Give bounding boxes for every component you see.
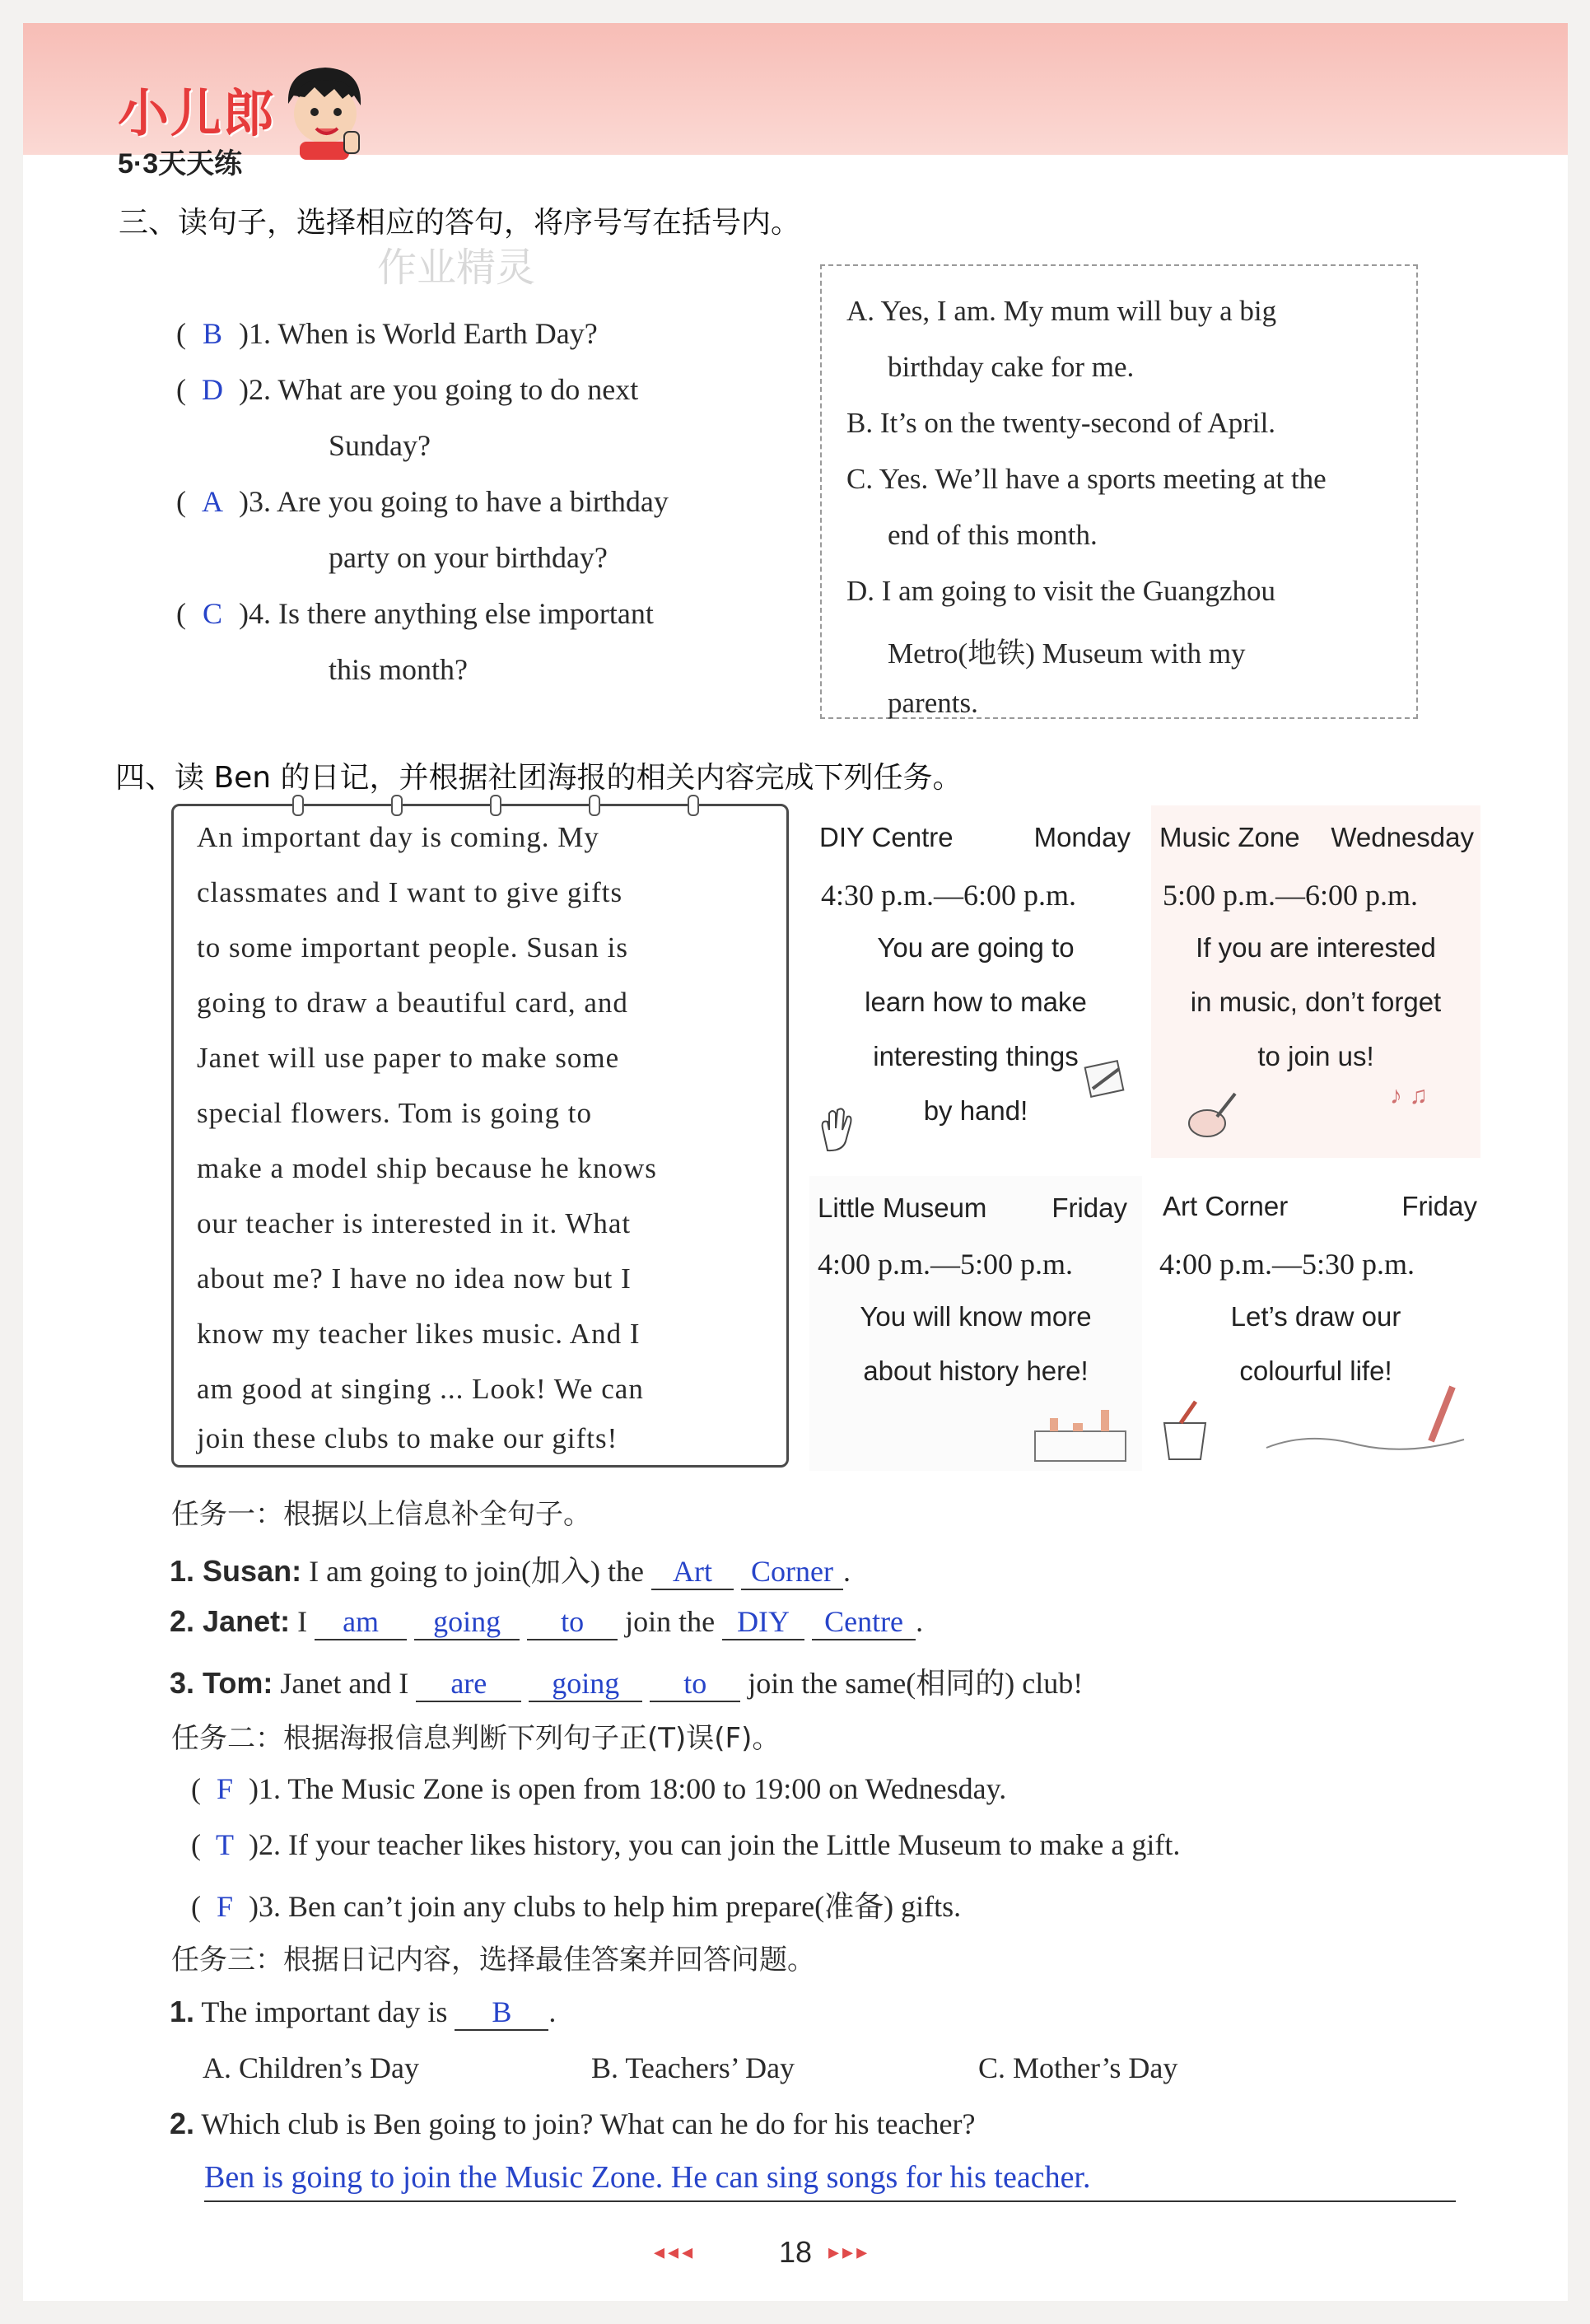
poster-day: Monday: [1033, 822, 1131, 852]
question-3: ( A )3. Are you going to have a birthday: [176, 485, 669, 518]
judgement-1: ( F )1. The Music Zone is open from 18:00 to 19:00 on Wednesday.: [191, 1772, 1007, 1805]
poster-music-content: [1151, 805, 1480, 1158]
poster-day: Friday: [1401, 1191, 1477, 1221]
ring-icon: [589, 795, 600, 816]
paint-bucket-icon: [1156, 1398, 1214, 1464]
task2-title: 任务二：根据海报信息判断下列句子正(T)误(F)。: [171, 1722, 781, 1755]
guitar-icon: [1184, 1085, 1242, 1143]
ring-icon: [490, 795, 501, 816]
task3-question-1: 1. The important day is B .: [170, 1995, 556, 2031]
poster-name: DIY Centre: [819, 822, 954, 852]
left-arrows-icon: ◂◂◂: [654, 2240, 697, 2264]
question-3-cont: party on your birthday?: [329, 541, 608, 574]
diary-line: to some important people. Susan is: [197, 931, 628, 964]
blank-input[interactable]: are: [416, 1666, 521, 1702]
pencil-icon: [1081, 1052, 1131, 1102]
poster-time: 4:00 p.m.—5:30 p.m.: [1159, 1248, 1415, 1281]
answer-underline: [204, 2200, 1456, 2202]
poster-day: Friday: [1051, 1192, 1127, 1223]
poster-text: in music, don’t forget: [1190, 987, 1442, 1017]
blank-input[interactable]: DIY: [722, 1604, 804, 1640]
question-1: ( B )1. When is World Earth Day?: [176, 317, 598, 350]
workbook-page: [23, 23, 1568, 2301]
diary-line: special flowers. Tom is going to: [197, 1097, 592, 1129]
option-c: C. Yes. We’ll have a sports meeting at the: [846, 463, 1327, 495]
poster-text: learn how to make: [865, 987, 1087, 1017]
option-d: D. I am going to visit the Guangzhou: [846, 575, 1276, 607]
poster-time: 5:00 p.m.—6:00 p.m.: [1163, 879, 1419, 912]
blank-input[interactable]: to: [527, 1604, 618, 1640]
poster-name: Art Corner: [1163, 1191, 1289, 1221]
judgement-2: ( T )2. If your teacher likes history, you can join the Little Museum to make a gift.: [191, 1828, 1181, 1861]
diary-line: know my teacher likes music. And I: [197, 1318, 641, 1350]
page-number: 18: [779, 2235, 813, 2269]
task3-answer-2[interactable]: Ben is going to join the Music Zone. He can sing songs for his teacher.: [204, 2160, 1091, 2195]
blank-input[interactable]: going: [414, 1604, 520, 1640]
diary-line: join these clubs to make our gifts!: [197, 1422, 618, 1454]
right-arrows-icon: ▸▸▸: [828, 2240, 871, 2264]
poster-text: to join us!: [1257, 1041, 1374, 1071]
section4-title: 四、读 Ben 的日记，并根据社团海报的相关内容完成下列任务。: [115, 761, 963, 795]
music-note-icon: ♪ ♫: [1390, 1082, 1428, 1109]
brush-stroke-icon: [1258, 1382, 1472, 1464]
poster-time: 4:00 p.m.—5:00 p.m.: [818, 1248, 1074, 1281]
task1-sentence-3: 3. Tom: Janet and I are going to join the same(相同的) club!: [170, 1660, 1083, 1702]
poster-text: Let’s draw our: [1230, 1301, 1401, 1332]
ring-icon: [688, 795, 699, 816]
task3-question-2: 2. Which club is Ben going to join? What can he do for his teacher?: [170, 2107, 976, 2140]
blank-input[interactable]: am: [315, 1604, 407, 1640]
choice-b: B. Teachers’ Day: [591, 2051, 795, 2084]
brand-logo: [118, 72, 276, 181]
section3-title: 三、读句子，选择相应的答句，将序号写在括号内。: [119, 206, 801, 240]
option-d-cont2: parents.: [888, 687, 978, 719]
poster-name: Music Zone: [1159, 822, 1300, 852]
task1-title: 任务一：根据以上信息补全句子。: [171, 1498, 591, 1531]
diary-line: classmates and I want to give gifts: [197, 876, 623, 908]
judgement-2-answer[interactable]: T: [216, 1828, 234, 1861]
diary-line: Janet will use paper to make some: [197, 1042, 620, 1074]
question-4: ( C )4. Is there anything else important: [176, 597, 654, 630]
poster-museum-content: [809, 1176, 1142, 1471]
task1-sentence-1: 1. Susan: I am going to join(加入) the Art Corner .: [170, 1548, 851, 1590]
blank-input[interactable]: going: [529, 1666, 642, 1702]
diary-line: am good at singing ... Look! We can: [197, 1373, 644, 1405]
option-d-cont: Metro(地铁) Museum with my: [888, 637, 1246, 670]
logo-title: 小儿郎: [118, 86, 277, 142]
option-b: B. It’s on the twenty-second of April.: [846, 407, 1276, 439]
watermark-text: 作业精灵: [377, 245, 536, 291]
choice-c: C. Mother’s Day: [978, 2051, 1178, 2084]
diary-card: [171, 804, 789, 1468]
option-a-cont: birthday cake for me.: [888, 351, 1135, 383]
blank-input[interactable]: B: [455, 1995, 548, 2031]
mascot-icon: [280, 63, 367, 160]
question-2-answer[interactable]: D: [202, 373, 223, 406]
blank-input[interactable]: Centre: [812, 1604, 916, 1640]
judgement-1-answer[interactable]: F: [216, 1772, 234, 1805]
poster-text: You will know more: [860, 1301, 1092, 1332]
poster-text: by hand!: [923, 1095, 1028, 1126]
question-3-answer[interactable]: A: [202, 485, 223, 518]
question-4-cont: this month?: [329, 653, 468, 686]
question-2: ( D )2. What are you going to do next: [176, 373, 639, 406]
hand-icon: [811, 1105, 860, 1155]
poster-art-content: [1151, 1176, 1480, 1471]
poster-text: about history here!: [863, 1356, 1089, 1386]
choice-a: A. Children’s Day: [203, 2051, 419, 2084]
diary-line: about me? I have no idea now but I: [197, 1262, 632, 1295]
poster-text: You are going to: [877, 932, 1075, 963]
diary-line: our teacher is interested in it. What: [197, 1207, 632, 1239]
diary-line: An important day is coming. My: [197, 821, 599, 853]
poster-text: If you are interested: [1196, 932, 1436, 963]
poster-text: colourful life!: [1239, 1356, 1392, 1386]
blank-input[interactable]: Art: [651, 1554, 734, 1590]
blank-input[interactable]: to: [650, 1666, 740, 1702]
poster-day: Wednesday: [1331, 822, 1474, 852]
option-a: A. Yes, I am. My mum will buy a big: [846, 295, 1277, 327]
blank-input[interactable]: Corner: [741, 1554, 843, 1590]
logo-subtitle: 5·3天天练: [118, 148, 243, 180]
question-2-cont: Sunday?: [329, 429, 431, 462]
vase-shelf-icon: [1032, 1407, 1131, 1464]
ring-icon: [391, 795, 403, 816]
task3-title: 任务三：根据日记内容，选择最佳答案并回答问题。: [171, 1944, 815, 1976]
poster-time: 4:30 p.m.—6:00 p.m.: [821, 879, 1077, 912]
question-4-answer[interactable]: C: [202, 597, 222, 630]
poster-name: Little Museum: [818, 1192, 987, 1223]
question-1-answer[interactable]: B: [202, 317, 222, 350]
option-c-cont: end of this month.: [888, 519, 1098, 551]
task1-sentence-2: 2. Janet: I am going to join the DIY Centre .: [170, 1604, 923, 1640]
diary-line: going to draw a beautiful card, and: [197, 987, 628, 1019]
poster-text: interesting things: [873, 1041, 1079, 1071]
ring-icon: [292, 795, 304, 816]
judgement-3-answer[interactable]: F: [216, 1890, 234, 1923]
diary-line: make a model ship because he knows: [197, 1152, 657, 1184]
judgement-3: ( F )3. Ben can’t join any clubs to help him prepare(准备) gifts.: [191, 1890, 962, 1923]
poster-diy-content: [809, 805, 1142, 1158]
